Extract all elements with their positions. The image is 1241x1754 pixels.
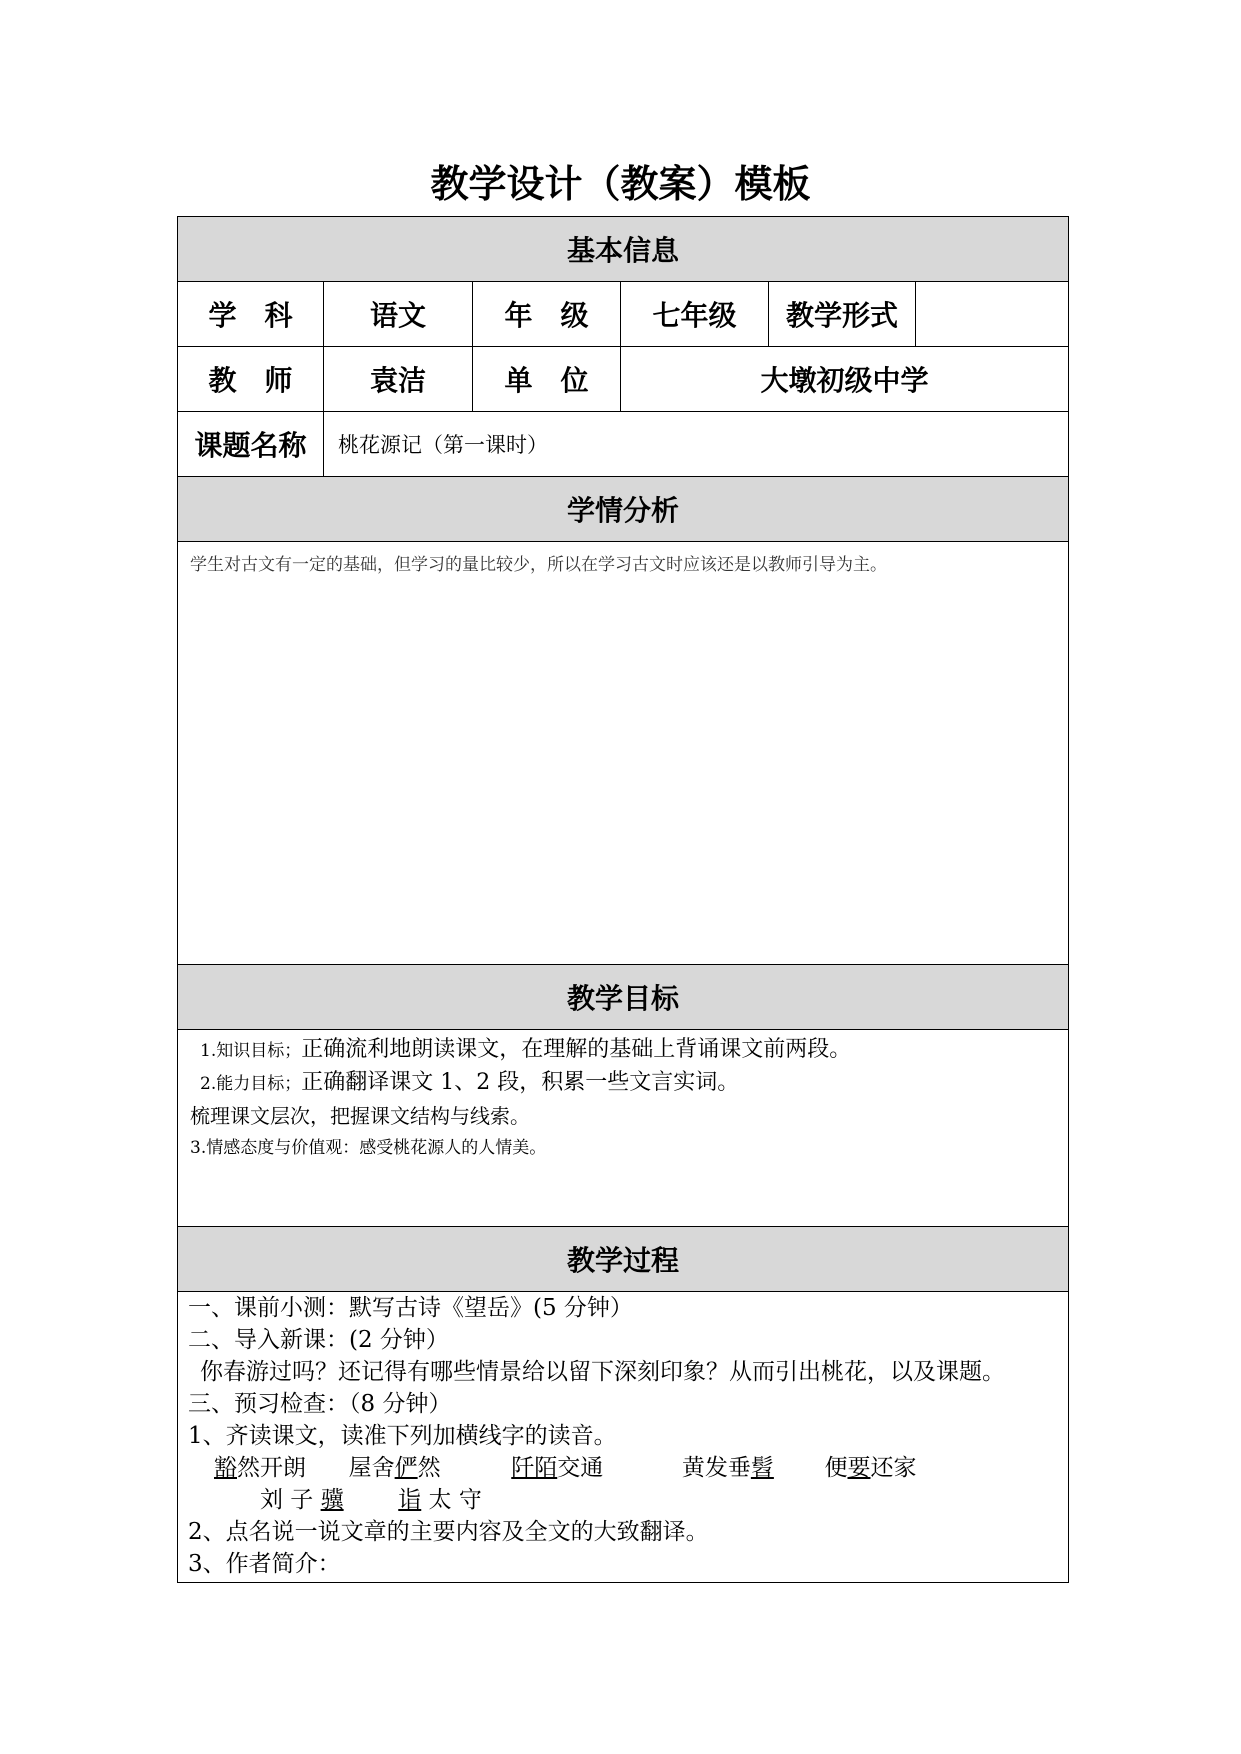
section-teaching-goals: 教学目标 <box>178 965 1069 1030</box>
grade-value: 七年级 <box>621 282 769 347</box>
teaching-process-cell <box>178 1292 1069 1583</box>
goal-2-prefix: 2.能力目标； <box>200 1074 302 1094</box>
teacher-label: 教 师 <box>178 347 324 412</box>
word-3-rest: 交通 <box>557 1455 604 1481</box>
teaching-form-label: 教学形式 <box>769 282 916 347</box>
word-4-start: 黄发垂 <box>681 1455 751 1481</box>
word-1-underlined: 豁 <box>214 1455 237 1481</box>
topic-value: 桃花源记（第一课时） <box>324 412 1069 477</box>
word-5-underlined: 要 <box>847 1455 871 1481</box>
word-3-underlined: 阡陌 <box>511 1455 558 1481</box>
goal-2-continued: 梳理课文层次，把握课文结构与线索。 <box>190 1104 530 1128</box>
unit-label: 单 位 <box>473 347 621 412</box>
process-step-3-3: 3、作者简介： <box>188 1551 341 1577</box>
pronunciation-words-row-1 <box>178 1452 1068 1484</box>
section-student-analysis: 学情分析 <box>178 477 1069 542</box>
word-2-start: 屋舍 <box>348 1455 395 1481</box>
teaching-goals-cell <box>178 1030 1069 1227</box>
process-step-3-2: 2、点名说一说文章的主要内容及全文的大致翻译。 <box>188 1519 709 1545</box>
goal-1 <box>178 1030 1068 1067</box>
word-6-underlined: 骥 <box>320 1487 344 1513</box>
grade-label: 年 级 <box>473 282 621 347</box>
teacher-value: 袁洁 <box>324 347 473 412</box>
unit-value: 大墩初级中学 <box>621 347 1069 412</box>
goal-3: 3.情感态度与价值观：感受桃花源人的人情美。 <box>190 1138 547 1158</box>
process-step-1: 一、课前小测：默写古诗《望岳》(5 分钟） <box>188 1295 633 1321</box>
word-7-underlined: 诣 <box>398 1487 422 1513</box>
goal-2-text: 正确翻译课文 1、2 段，积累一些文言实词。 <box>301 1070 740 1095</box>
student-analysis-text: 学生对古文有一定的基础，但学习的量比较少，所以在学习古文时应该还是以教师引导为主。 <box>190 555 887 575</box>
word-2-end: 然 <box>417 1455 441 1481</box>
document-title: 教学设计（教案）模板 <box>430 162 811 206</box>
goal-1-text: 正确流利地朗读课文，在理解的基础上背诵课文前两段。 <box>301 1037 852 1062</box>
student-analysis-cell <box>178 542 1069 965</box>
process-step-3-1: 1、齐读课文，读准下列加横线字的读音。 <box>188 1423 617 1449</box>
word-5-end: 还家 <box>870 1455 917 1481</box>
process-step-2-text: 你春游过吗？还记得有哪些情景给以留下深刻印象？从而引出桃花，以及课题。 <box>200 1359 1005 1385</box>
word-5-start: 便 <box>824 1455 848 1481</box>
section-teaching-process: 教学过程 <box>178 1227 1069 1292</box>
process-step-3: 三、预习检查：（8 分钟） <box>188 1391 452 1417</box>
teaching-form-value <box>916 282 1069 347</box>
subject-label: 学 科 <box>178 282 324 347</box>
pronunciation-words-row-2 <box>178 1484 1068 1516</box>
word-2-underlined: 俨 <box>394 1455 418 1481</box>
subject-value: 语文 <box>324 282 473 347</box>
word-6-start: 刘 子 <box>260 1487 321 1513</box>
word-7-rest: 太 守 <box>421 1487 482 1513</box>
goal-2 <box>178 1067 1068 1100</box>
word-1-rest: 然开朗 <box>237 1455 306 1481</box>
goal-1-prefix: 1.知识目标； <box>200 1041 302 1061</box>
topic-label: 课题名称 <box>178 412 324 477</box>
lesson-plan-table <box>177 216 1069 1583</box>
section-basic-info: 基本信息 <box>178 217 1069 282</box>
word-4-underlined: 髫 <box>750 1455 774 1481</box>
process-step-2: 二、导入新课：(2 分钟） <box>188 1327 449 1353</box>
